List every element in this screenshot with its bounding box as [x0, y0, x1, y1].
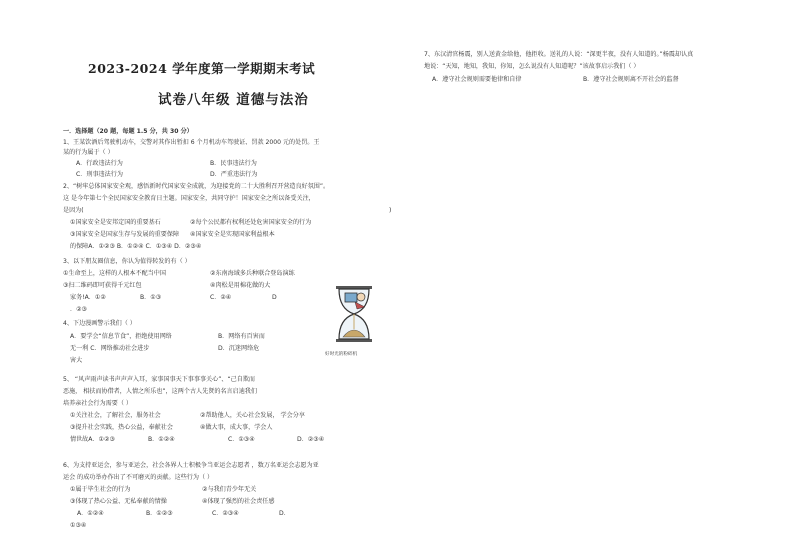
q3-item-3: ③扫二维码即可获得千元红包 — [63, 282, 142, 289]
q2-line2: 这 是今年第七个全民国家安全教育日主题。国家安全，共同守护！国家安全之所以备受关注， — [63, 195, 315, 202]
q3-item-1: ①生命至上，这样的人根本不配当中国 — [63, 270, 166, 277]
q1-option-b: B．民事违法行为 — [210, 160, 257, 167]
q3-option-a: 家务!A．①② — [70, 294, 106, 301]
q1-option-a: A．行政违法行为 — [76, 160, 123, 167]
q1-line2: 某的行为属于（ ） — [63, 149, 114, 156]
q6-item-4: ④体现了强烈的社会责任感 — [202, 498, 275, 505]
q6-option-d: D． — [279, 510, 290, 517]
q5-line3: 培养亲社会行为需要（ ） — [63, 400, 132, 407]
q5-item-4: ④做大事，成大事，学会人 — [200, 424, 273, 431]
q5-item-2: ②帮助他人，关心社会发展， 学会分享 — [200, 412, 305, 419]
q6-option-c: C．②③④ — [212, 510, 239, 517]
q7-option-b: B．遵守社会规则离不开社会的监督 — [583, 76, 679, 83]
q2-item-2: ②每个公民都有权利还处危害国家安全的行为 — [190, 219, 312, 226]
q2-paren: ) — [389, 207, 392, 214]
q4-option-d: D．沉迷网络危 — [218, 345, 260, 352]
q6-option-b: B．①②③ — [146, 510, 173, 517]
q4-line1: 4、下边漫画警示我们（ ） — [63, 320, 136, 327]
q5-option-a: 情世故A．①②③ — [70, 436, 115, 443]
q3-option-b: B．①③ — [140, 294, 162, 301]
q3-option-c: C．②④ — [210, 294, 232, 301]
q6-item-3: ③体现了热心公益、无私奉献的情操 — [70, 498, 167, 505]
q5-option-d: D．②③④ — [297, 436, 325, 443]
q5-line1: 5、 “风声雨声读书声声声入耳，家事国事天下事事事关心”、“己自欺而 — [63, 376, 256, 383]
q4-option-a: A．要学会“信息节食”，拒绝使用网络 — [70, 333, 172, 340]
hourglass-cartoon — [331, 285, 377, 343]
q2-line3: 是因为( — [63, 207, 84, 214]
q3-line1: 3、以下朋友圈信息，你认为值得转发的有（ ） — [63, 258, 191, 265]
q2-item-4: ④国家安全是实现国家利益根本 — [190, 231, 275, 238]
q4-option-b: B．网络有百害而 — [218, 333, 265, 340]
q3-option-d-cont: ．②③ — [70, 306, 88, 313]
q6-option-a: A．①②④ — [77, 510, 104, 517]
q6-item-2: ②与我们青少年无关 — [202, 486, 257, 493]
q1-line1: 1、王某饮酒后驾驶机动车，交警对其作出暂扣 6 个月机动车驾驶证、罚款 2000 元的处罚。王 — [63, 139, 320, 146]
q5-option-c: C．①③④ — [228, 436, 255, 443]
q5-option-b: B．①②④ — [148, 436, 175, 443]
q7-line1: 7、东汉清官杨震，别人送黄金给他，他拒收。送礼的人说：“深更半夜，没有人知道的。”杨震却认真 — [424, 51, 694, 58]
q6-line2: 运会 的成功举办作出了不可磨灭的贡献。这些行为（ ） — [63, 474, 214, 481]
exam-title: 2023-2024 学年度第一学期期末考试 — [88, 61, 316, 76]
q6-line1: 6、为支持亚运会，参与亚运会，社会各界人士积极争当亚运会志愿者 ，数万名亚运会志愿为亚 — [63, 462, 319, 469]
q6-item-1: ①属于毕生社会的行为 — [70, 486, 131, 493]
q3-option-d: D — [272, 294, 277, 301]
q6-option-d-cont: ①③④ — [70, 522, 87, 529]
q3-item-4: ④肉松是用棉花做的大 — [210, 282, 271, 289]
q4-option-d-cont: 害大 — [70, 357, 83, 364]
q1-option-d: D．严重违法行为 — [210, 171, 258, 178]
cartoon-caption: 好时光的粉碎机 — [325, 352, 358, 357]
q3-item-2: ②东南海域多兵种联合登岛演练 — [210, 270, 295, 277]
q4-option-c: 无一利 C．网络推动社会进步 — [70, 345, 150, 352]
q5-item-1: ①关注社会，了解社会，服务社会 — [70, 412, 161, 419]
q2-item-3: ③国家安全是国家生存与发展的重要保障 — [70, 231, 180, 238]
q5-line2: 恶施， 相扶而协借者，人情之所乐也”，这两个古人先贤的名言启迪我们 — [63, 388, 257, 395]
q7-line2: 地说：“天知，地知，我知，你知，怎么说没有人知道呢？”该故事启示我们（ ） — [424, 63, 640, 70]
q2-line1: 2、“树牢总体国家安全观，感悟新时代国家安全成就，为迎接党的二十大胜利召开营造良好氛围”。 — [63, 183, 330, 190]
section-heading: 一．选择题（20 题，每题 1.5 分，共 30 分） — [63, 128, 193, 135]
exam-subtitle: 试卷八年级 道德与法治 — [158, 92, 309, 108]
q5-item-3: ③提升社会实践，热心公益，奉献社会 — [70, 424, 173, 431]
q2-item-1: ①国家安全是安邦定国的重要基石 — [70, 219, 161, 226]
q2-options: 的保障A．①②③ B．①②④ C．①③④ D．②③④ — [70, 243, 202, 250]
q7-option-a: A．遵守社会规则需要他律和自律 — [432, 76, 522, 83]
q1-option-c: C．刑事违法行为 — [76, 171, 123, 178]
